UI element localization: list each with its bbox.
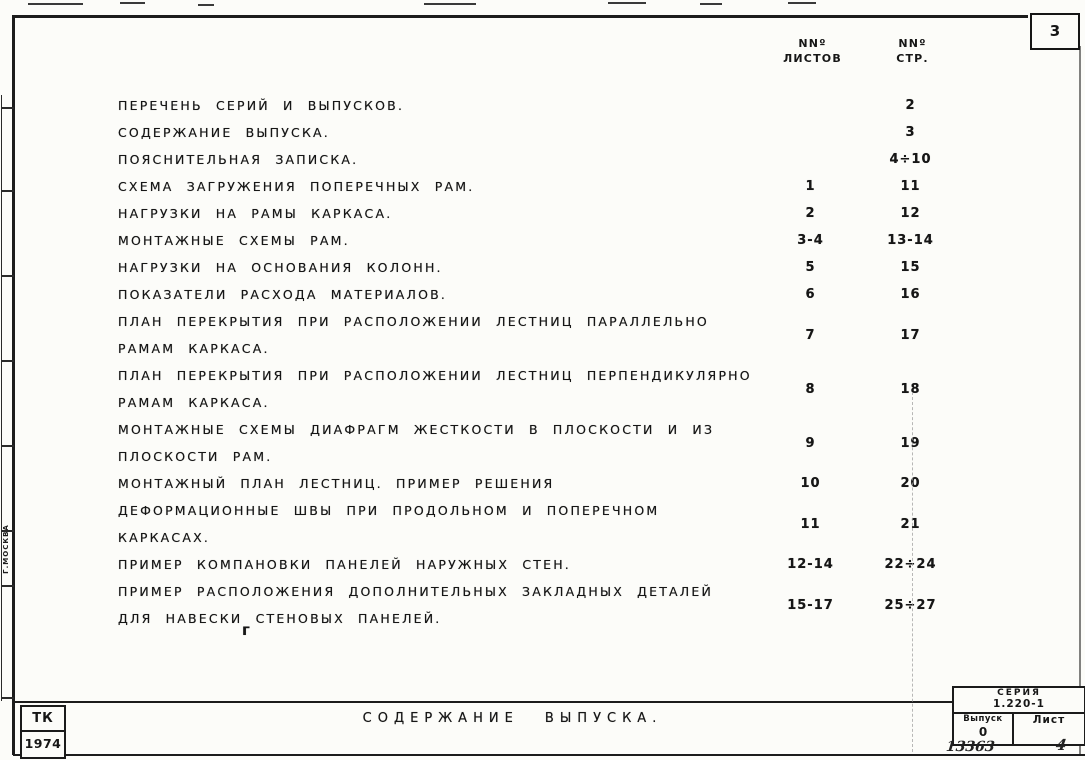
toc-row-title [118, 308, 763, 362]
toc-list [118, 92, 963, 632]
toc-row [118, 308, 963, 362]
toc-row-sheets: 1 [805, 179, 816, 194]
series-value: 1.220-1 [993, 698, 1045, 710]
scan-artifact-dash [198, 4, 214, 6]
sheet-label: Лист [1032, 714, 1066, 726]
toc-row-title [118, 254, 763, 281]
toc-row-title-text: ПРИМЕР КОМПАНОВКИ ПАНЕЛЕЙ НАРУЖНЫХ СТЕН. [118, 557, 571, 572]
scan-artifact-dash [788, 2, 816, 4]
toc-row-pages: 18 [900, 381, 921, 397]
scan-artifact-dash [700, 3, 722, 5]
toc-row-title-text: ДЕФОРМАЦИОННЫЕ ШВЫ ПРИ ПРОДОЛЬНОМ И ПОПЕРЕЧНОМ КАРКАСАХ. [118, 503, 660, 545]
issue-value: 0 [978, 725, 988, 739]
toc-row-title-text: ПОЯСНИТЕЛЬНАЯ ЗАПИСКА. [118, 152, 359, 167]
series-label: СЕРИЯ [997, 688, 1041, 698]
margin-tick [2, 360, 14, 362]
toc-row-title-text: СОДЕРЖАНИЕ ВЫПУСКА. [118, 125, 330, 140]
margin-tick [2, 697, 14, 699]
frame-right-border [1079, 46, 1081, 755]
fold-line-artifact [912, 392, 913, 752]
toc-row-sheets: 8 [805, 381, 816, 397]
toc-row [118, 551, 963, 578]
margin-tick [2, 445, 14, 447]
title-block-sheet-cell [1014, 714, 1084, 744]
toc-row [118, 497, 963, 551]
toc-row-title [118, 497, 763, 551]
toc-row [118, 416, 963, 470]
toc-row [118, 119, 963, 146]
toc-row-title [118, 92, 763, 119]
toc-row [118, 281, 963, 308]
toc-row [118, 362, 963, 416]
stray-pen-mark: г [242, 621, 253, 639]
toc-row-title [118, 551, 763, 578]
toc-row-title-text: ПЛАН ПЕРЕКРЫТИЯ ПРИ РАСПОЛОЖЕНИИ ЛЕСТНИЦ ПАРАЛЛЕЛЬНО [118, 314, 709, 329]
tk-stamp-org: ТК [22, 707, 64, 732]
footer-sheet-title: СОДЕРЖАНИЕ ВЫПУСКА. [362, 711, 663, 726]
toc-row-pages: 22÷24 [884, 557, 937, 572]
toc-row-sheets: 11 [800, 516, 821, 532]
toc-row-title-text-line2: ДЛЯ НАВЕСКИ СТЕНОВЫХ ПАНЕЛЕЙ. [118, 611, 442, 626]
toc-row-pages: 25÷27 [884, 597, 937, 613]
toc-row-pages: 4÷10 [889, 152, 932, 167]
toc-row-pages: 15 [900, 260, 921, 275]
toc-row [118, 173, 963, 200]
toc-row [118, 254, 963, 281]
toc-row-pages: 19 [900, 435, 921, 451]
toc-row [118, 227, 963, 254]
toc-row-sheets: 3-4 [797, 233, 824, 248]
toc-row-title-text: МОНТАЖНЫЕ СХЕМЫ РАМ. [118, 233, 350, 248]
toc-row-title-text-line2: РАМАМ КАРКАСА. [118, 395, 270, 410]
scan-artifact-dash [120, 2, 145, 4]
frame-bottom-border [13, 754, 1085, 756]
margin-tick [2, 190, 14, 192]
title-block-series-cell [954, 688, 1084, 714]
toc-row-title-text: СХЕМА ЗАГРУЖЕНИЯ ПОПЕРЕЧНЫХ РАМ. [118, 179, 475, 194]
margin-tick [2, 275, 14, 277]
toc-row-sheets: 15-17 [787, 597, 834, 613]
tk-stamp-year: 1974 [24, 736, 62, 751]
scan-artifact-dash [28, 3, 83, 5]
toc-row-title [118, 173, 763, 200]
scan-artifact-dash [608, 2, 646, 4]
toc-row [118, 92, 963, 119]
toc-row-sheets: 9 [805, 435, 816, 451]
col-header-sheets-line1: NNº [798, 37, 827, 50]
col-header-sheets-line2: ЛИСТОВ [783, 52, 842, 65]
toc-row-pages: 11 [900, 179, 921, 194]
toc-row-title-text: ПОКАЗАТЕЛИ РАСХОДА МАТЕРИАЛОВ. [118, 287, 448, 302]
toc-row [118, 470, 963, 497]
toc-row-title-text: НАГРУЗКИ НА ОСНОВАНИЯ КОЛОНН. [118, 260, 443, 275]
toc-row-title [118, 227, 763, 254]
toc-row-title-text: НАГРУЗКИ НА РАМЫ КАРКАСА. [118, 206, 393, 221]
toc-row-pages: 13-14 [887, 233, 934, 248]
toc-row-title-text-line2: ПЛОСКОСТИ РАМ. [118, 449, 273, 464]
toc-row-pages: 16 [900, 287, 921, 302]
col-header-sheets [765, 36, 860, 66]
toc-row-sheets: 12-14 [787, 557, 834, 572]
toc-row-title [118, 146, 763, 173]
toc-row-title [118, 362, 763, 416]
toc-row-sheets: 5 [805, 260, 816, 275]
toc-row-title [118, 578, 763, 632]
toc-row-title-text-line2: РАМАМ КАРКАСА. [118, 341, 270, 356]
frame-top-border [13, 15, 1028, 18]
col-header-pages-line1: NNº [898, 37, 927, 50]
col-header-pages [860, 36, 965, 66]
toc-row-sheets: 7 [805, 327, 816, 343]
toc-row-sheets: 6 [805, 287, 816, 302]
col-header-pages-line2: СТР. [896, 52, 929, 65]
filing-margin-strip [1, 95, 14, 701]
handwritten-inventory-number: 13363 [945, 739, 996, 755]
toc-column-headers [765, 36, 965, 66]
toc-row-pages: 2 [905, 98, 916, 113]
sheet-number: 3 [1049, 22, 1061, 40]
issue-label: Выпуск [963, 714, 1003, 724]
tk-stamp-box [20, 705, 66, 759]
toc-row-title [118, 200, 763, 227]
sheet-number-box [1030, 13, 1080, 50]
margin-tick [2, 107, 14, 109]
toc-row-sheets: 10 [800, 476, 821, 491]
toc-row-title [118, 416, 763, 470]
toc-row [118, 146, 963, 173]
toc-row-pages: 20 [900, 476, 921, 491]
toc-row-title [118, 119, 763, 146]
toc-row-title-text: МОНТАЖНЫЕ СХЕМЫ ДИАФРАГМ ЖЕСТКОСТИ В ПЛОСКОСТИ И ИЗ [118, 422, 715, 437]
toc-row-sheets: 2 [805, 206, 816, 221]
toc-row-title-text: ПЕРЕЧЕНЬ СЕРИЙ И ВЫПУСКОВ. [118, 98, 405, 113]
margin-city-label: Г.МОСКВА [2, 524, 10, 574]
toc-row-pages: 3 [905, 125, 916, 140]
toc-row-pages: 21 [900, 516, 921, 532]
toc-row-title-text: ПЛАН ПЕРЕКРЫТИЯ ПРИ РАСПОЛОЖЕНИИ ЛЕСТНИЦ ПЕРПЕНДИКУЛЯРНО [118, 368, 752, 383]
footer-top-rule [13, 701, 1085, 703]
toc-row [118, 200, 963, 227]
scan-artifact-dash [424, 3, 476, 5]
toc-row-title-text: МОНТАЖНЫЙ ПЛАН ЛЕСТНИЦ. ПРИМЕР РЕШЕНИЯ [118, 476, 555, 491]
toc-row-title [118, 470, 763, 497]
toc-row-title [118, 281, 763, 308]
toc-row-pages: 12 [900, 206, 921, 221]
handwritten-sheet-number: 4 [1054, 736, 1068, 754]
toc-row-pages: 17 [900, 327, 921, 343]
toc-row-title-text: ПРИМЕР РАСПОЛОЖЕНИЯ ДОПОЛНИТЕЛЬНЫХ ЗАКЛАДНЫХ ДЕТАЛЕЙ [118, 584, 714, 599]
